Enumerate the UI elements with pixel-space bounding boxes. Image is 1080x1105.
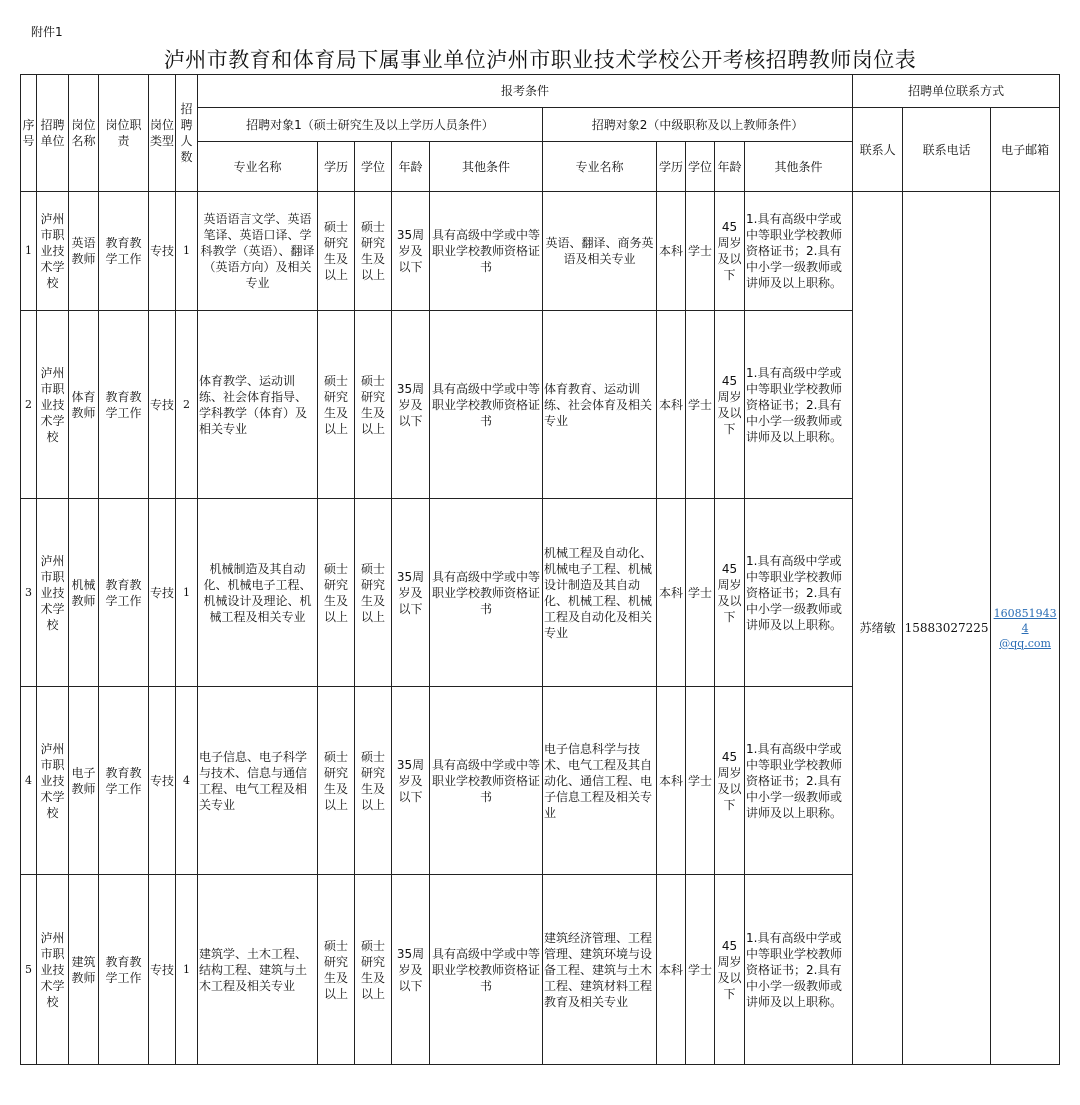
row-t2-other: 1.具有高级中学或中等职业学校教师资格证书；2.具有中小学一级教师或讲师及以上职称。: [745, 311, 853, 499]
contact-person: 苏绪敏: [853, 192, 903, 1065]
row-t1-degree: 硕士研究生及以上: [355, 192, 392, 311]
row-count: 4: [176, 687, 198, 875]
attachment-label: 附件1: [31, 25, 63, 39]
header-contact-phone: 联系电话: [903, 108, 991, 192]
contact-phone: 15883027225: [903, 192, 991, 1065]
row-count: 2: [176, 311, 198, 499]
row-t1-major: 机械制造及其自动化、机械电子工程、机械设计及理论、机械工程及相关专业: [198, 499, 318, 687]
row-t1-education: 硕士研究生及以上: [318, 311, 355, 499]
row-type: 专技: [149, 875, 176, 1065]
row-t2-other: 1.具有高级中学或中等职业学校教师资格证书；2.具有中小学一级教师或讲师及以上职称。: [745, 499, 853, 687]
header-post-duty: 岗位职责: [99, 75, 149, 192]
row-t1-major: 体育教学、运动训练、社会体育指导、学科教学（体育）及相关专业: [198, 311, 318, 499]
row-t1-major: 英语语言文学、英语笔译、英语口译、学科教学（英语）、翻译（英语方向）及相关专业: [198, 192, 318, 311]
contact-email-link[interactable]: [992, 606, 1058, 651]
row-t2-major: 电子信息科学与技术、电气工程及其自动化、通信工程、电子信息工程及相关专业: [543, 687, 657, 875]
row-unit: 泸州市职业技术学校: [37, 687, 69, 875]
row-t2-education: 本科: [657, 687, 686, 875]
contact-email-cell: [991, 192, 1060, 1065]
row-t1-degree: 硕士研究生及以上: [355, 875, 392, 1065]
row-t1-major: 建筑学、土木工程、结构工程、建筑与土木工程及相关专业: [198, 875, 318, 1065]
recruitment-table: [20, 74, 1060, 1065]
header-target1: 招聘对象1（硕士研究生及以上学历人员条件）: [198, 108, 543, 142]
row-post-name: 机械教师: [69, 499, 99, 687]
row-t1-degree: 硕士研究生及以上: [355, 311, 392, 499]
email-user: 1608519434: [993, 606, 1057, 635]
row-t2-degree: 学士: [686, 687, 715, 875]
row-t2-education: 本科: [657, 875, 686, 1065]
row-t1-other: 具有高级中学或中等职业学校教师资格证书: [430, 687, 543, 875]
row-t2-age: 45周岁及以下: [715, 687, 745, 875]
header-t1-age: 年龄: [392, 142, 430, 192]
header-contact-person: 联系人: [853, 108, 903, 192]
row-seq: 5: [21, 875, 37, 1065]
header-post-type: 岗位类型: [149, 75, 176, 192]
row-t2-education: 本科: [657, 499, 686, 687]
row-duty: 教育教学工作: [99, 499, 149, 687]
row-t1-age: 35周岁及以下: [392, 687, 430, 875]
row-t1-other: 具有高级中学或中等职业学校教师资格证书: [430, 499, 543, 687]
header-t1-degree: 学位: [355, 142, 392, 192]
row-t2-degree: 学士: [686, 311, 715, 499]
row-t2-major: 机械工程及自动化、机械电子工程、机械设计制造及其自动化、机械工程、机械工程及自动化及相关专业: [543, 499, 657, 687]
row-duty: 教育教学工作: [99, 875, 149, 1065]
row-t2-age: 45周岁及以下: [715, 875, 745, 1065]
row-seq: 1: [21, 192, 37, 311]
row-t1-education: 硕士研究生及以上: [318, 499, 355, 687]
header-contact-email: 电子邮箱: [991, 108, 1060, 192]
row-unit: 泸州市职业技术学校: [37, 192, 69, 311]
header-target2: 招聘对象2（中级职称及以上教师条件）: [543, 108, 853, 142]
header-t2-major: 专业名称: [543, 142, 657, 192]
row-seq: 3: [21, 499, 37, 687]
row-t1-education: 硕士研究生及以上: [318, 875, 355, 1065]
header-t2-other: 其他条件: [745, 142, 853, 192]
row-type: 专技: [149, 311, 176, 499]
row-t1-education: 硕士研究生及以上: [318, 192, 355, 311]
header-contact-group: 招聘单位联系方式: [853, 75, 1060, 108]
row-t2-degree: 学士: [686, 875, 715, 1065]
row-t2-education: 本科: [657, 311, 686, 499]
header-post-name: 岗位名称: [69, 75, 99, 192]
row-t1-other: 具有高级中学或中等职业学校教师资格证书: [430, 311, 543, 499]
header-t2-age: 年龄: [715, 142, 745, 192]
header-t1-other: 其他条件: [430, 142, 543, 192]
row-duty: 教育教学工作: [99, 687, 149, 875]
row-t1-degree: 硕士研究生及以上: [355, 687, 392, 875]
row-t2-major: 建筑经济管理、工程管理、建筑环境与设备工程、建筑与土木工程、建筑材料工程教育及相关专业: [543, 875, 657, 1065]
row-t2-age: 45周岁及以下: [715, 499, 745, 687]
row-t1-age: 35周岁及以下: [392, 499, 430, 687]
row-seq: 2: [21, 311, 37, 499]
row-type: 专技: [149, 499, 176, 687]
row-count: 1: [176, 192, 198, 311]
row-unit: 泸州市职业技术学校: [37, 875, 69, 1065]
row-t2-other: 1.具有高级中学或中等职业学校教师资格证书；2.具有中小学一级教师或讲师及以上职称。: [745, 192, 853, 311]
header-t1-education: 学历: [318, 142, 355, 192]
table-row: [21, 192, 1060, 311]
row-post-name: 体育教师: [69, 311, 99, 499]
row-count: 1: [176, 875, 198, 1065]
header-t2-education: 学历: [657, 142, 686, 192]
row-unit: 泸州市职业技术学校: [37, 499, 69, 687]
row-count: 1: [176, 499, 198, 687]
row-t2-major: 体育教育、运动训练、社会体育及相关专业: [543, 311, 657, 499]
row-t2-education: 本科: [657, 192, 686, 311]
header-recruit-count: 招聘人数: [176, 75, 198, 192]
row-t1-age: 35周岁及以下: [392, 875, 430, 1065]
row-t2-age: 45周岁及以下: [715, 311, 745, 499]
row-post-name: 电子教师: [69, 687, 99, 875]
row-t1-degree: 硕士研究生及以上: [355, 499, 392, 687]
row-t1-age: 35周岁及以下: [392, 192, 430, 311]
row-t2-other: 1.具有高级中学或中等职业学校教师资格证书；2.具有中小学一级教师或讲师及以上职称。: [745, 875, 853, 1065]
row-post-name: 建筑教师: [69, 875, 99, 1065]
row-t1-age: 35周岁及以下: [392, 311, 430, 499]
row-t1-education: 硕士研究生及以上: [318, 687, 355, 875]
row-type: 专技: [149, 192, 176, 311]
row-post-name: 英语教师: [69, 192, 99, 311]
header-t2-degree: 学位: [686, 142, 715, 192]
row-duty: 教育教学工作: [99, 311, 149, 499]
header-unit: 招聘单位: [37, 75, 69, 192]
header-conditions: 报考条件: [198, 75, 853, 108]
row-t1-other: 具有高级中学或中等职业学校教师资格证书: [430, 192, 543, 311]
row-duty: 教育教学工作: [99, 192, 149, 311]
row-t2-degree: 学士: [686, 499, 715, 687]
page-title: 泸州市教育和体育局下属事业单位泸州市职业技术学校公开考核招聘教师岗位表: [163, 48, 917, 72]
row-t1-other: 具有高级中学或中等职业学校教师资格证书: [430, 875, 543, 1065]
header-t1-major: 专业名称: [198, 142, 318, 192]
row-t2-major: 英语、翻译、商务英语及相关专业: [543, 192, 657, 311]
row-type: 专技: [149, 687, 176, 875]
row-unit: 泸州市职业技术学校: [37, 311, 69, 499]
header-row-1: [21, 75, 1060, 108]
row-t2-other: 1.具有高级中学或中等职业学校教师资格证书；2.具有中小学一级教师或讲师及以上职称。: [745, 687, 853, 875]
row-seq: 4: [21, 687, 37, 875]
row-t2-age: 45周岁及以下: [715, 192, 745, 311]
row-t1-major: 电子信息、电子科学与技术、信息与通信工程、电气工程及相关专业: [198, 687, 318, 875]
header-seq: 序号: [21, 75, 37, 192]
row-t2-degree: 学士: [686, 192, 715, 311]
email-domain: @qq.com: [999, 636, 1051, 650]
